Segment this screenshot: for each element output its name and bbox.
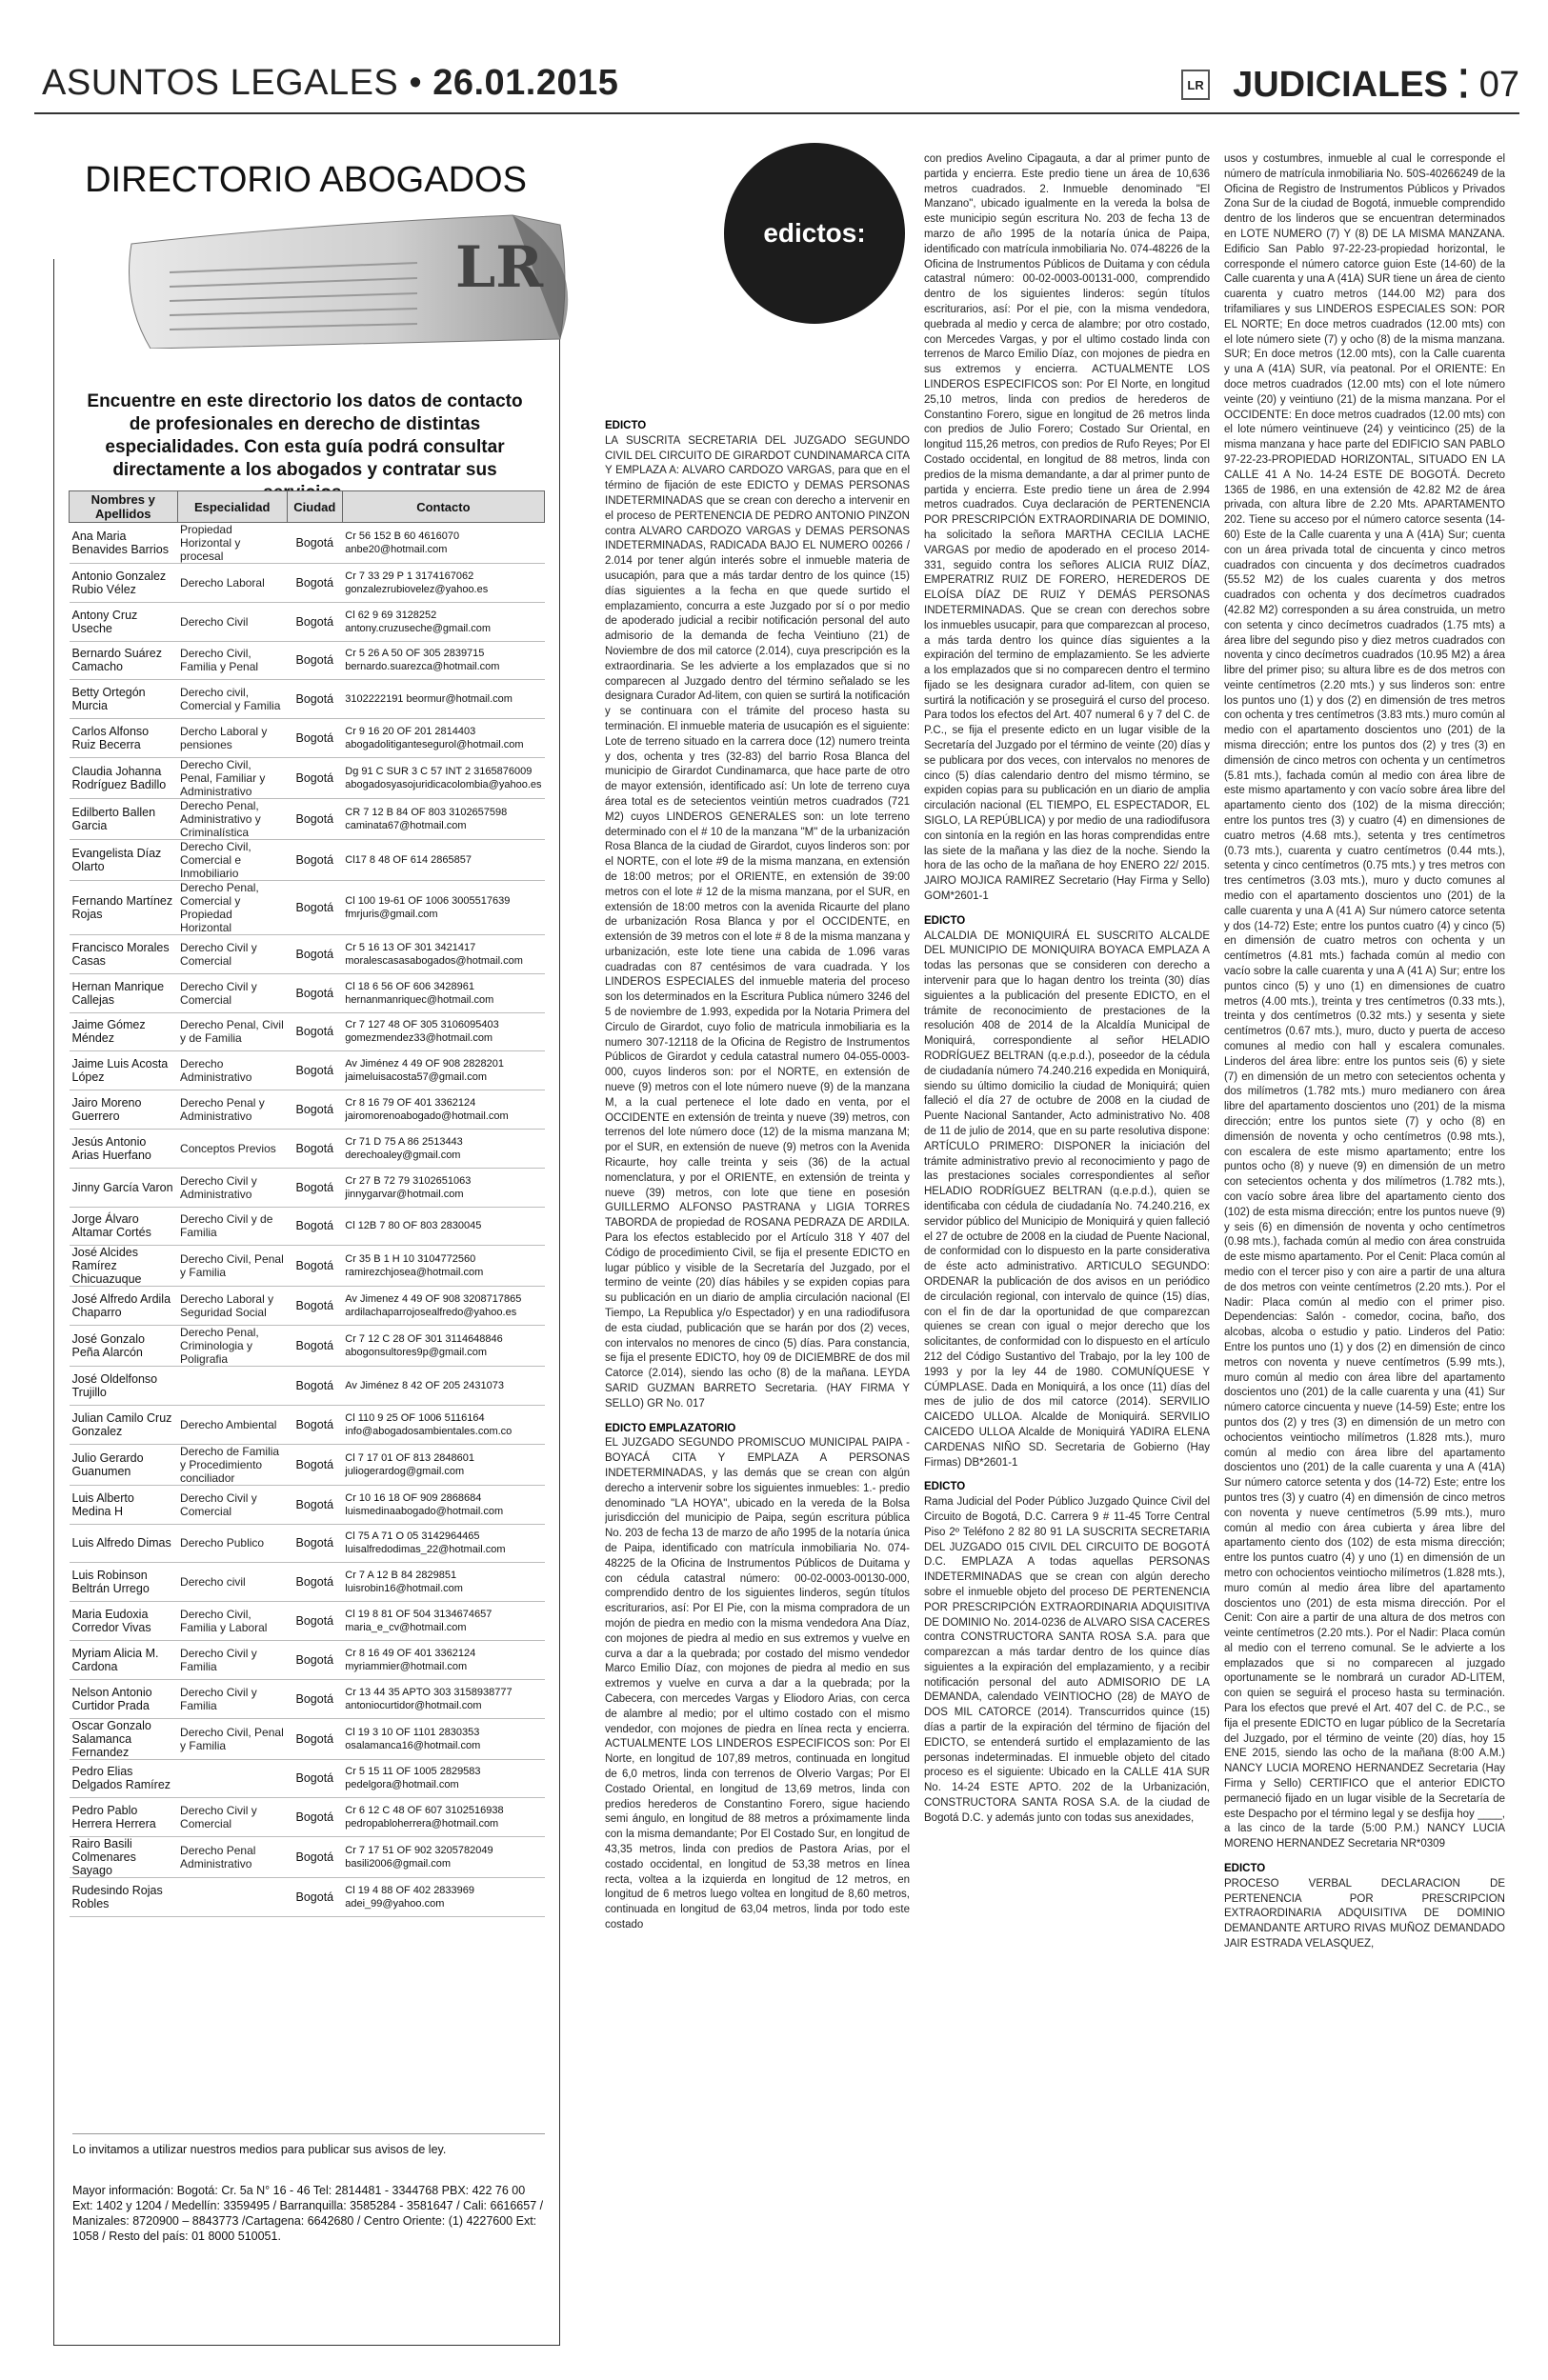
lawyer-specialty: Derecho Administrativo (177, 1051, 287, 1090)
lawyer-name: Evangelista Díaz Olarto (70, 839, 178, 880)
lawyer-name: Pedro Pablo Herrera Herrera (70, 1798, 178, 1837)
table-row (70, 1640, 545, 1679)
lawyer-city: Bogotá (287, 680, 342, 719)
lawyer-specialty: Derecho Civil, Comercial e Inmobiliario (177, 839, 287, 880)
table-row (70, 1326, 545, 1367)
lawyer-city: Bogotá (287, 1524, 342, 1563)
lawyer-city: Bogotá (287, 564, 342, 603)
lawyer-specialty: Derecho de Familia y Procedimiento conciliador (177, 1444, 287, 1485)
section-left-label: ASUNTOS LEGALES (42, 63, 399, 103)
table-row (70, 1012, 545, 1051)
lawyer-name: Jaime Luis Acosta López (70, 1051, 178, 1090)
table-row (70, 1287, 545, 1326)
directory-title: DIRECTORIO ABOGADOS (85, 160, 527, 200)
lawyer-name: Maria Eudoxia Corredor Vivas (70, 1602, 178, 1641)
lawyer-contact[interactable]: 3102222191 beormur@hotmail.com (342, 680, 544, 719)
directory-intro: Encuentre en este directorio los datos de contacto de profesionales en derecho de distintas especialidades. Con esta guía podrá consultar directamente a los abogados y contratar sus (87, 391, 523, 480)
lawyer-contact[interactable]: Cr 7 33 29 P 1 3174167062 gonzalezrubiovelez@yahoo.es (342, 564, 544, 603)
lawyer-name: Julian Camilo Cruz Gonzalez (70, 1405, 178, 1444)
lawyer-contact[interactable]: Av Jiménez 4 49 OF 908 2828201 jaimeluisacosta57@gmail.com (342, 1051, 544, 1090)
lawyer-city: Bogotá (287, 1012, 342, 1051)
lawyer-specialty: Derecho Publico (177, 1524, 287, 1563)
lawyer-name: Bernardo Suárez Camacho (70, 641, 178, 680)
lawyer-name: Julio Gerardo Guanumen (70, 1444, 178, 1485)
lawyer-city: Bogotá (287, 1640, 342, 1679)
lawyer-specialty: Derecho Civil, Penal y Familia (177, 1718, 287, 1759)
lawyer-specialty: Derecho Civil y Comercial (177, 1485, 287, 1524)
edicto-body: LA SUSCRITA SECRETARIA DEL JUZGADO SEGUNDO CIVIL DEL CIRCUITO DE GIRARDOT CUNDINAMARCA CITA Y EMPLAZA A: ALVARO CARDOZO VARGAS, para que en el término de fijación de este EDICTO y DEMAS PERSONAS INDETERMINADAS que se crean con derecho a intervenir en el proceso de PERTENENCIA DE PEDRO ANTONIO PINZON contra ALVARO CARDOZO VARGAS y DEMAS PERSONAS INDETERMINADAS, RADICADA BAJO EL NUMERO 00266 / 2.014 por tener algún interés sobre el inmueble materia de usucapión, para que a más tardar dentro de los quince (15) días siguientes a la fecha en que quede surtido el emplazamiento, concurra a este Juzgado por sí o por medio de apoderado judicial a recibir notificación personal del auto admisorio de la demanda de fecha Veintiuno (21) de Noviembre de dos mil catorce (2.014), cuya prescripción es la extraordinaria. Se les advierte a los emplazados que si no comparecen al Juzgado dentro del término señalado se les designara Curador Ad-litem, con quien se surtirá la notificación y se continuara con el trámite del proceso hasta su terminación. El inmueble materia de usucapión es el siguiente: Lote de terreno situado en la carrera doce (12) numero treinta y dos, ochenta y tres (32-83) del barrio Rosa Blanca del municipio de Girardot Cundinamarca, que hace parte de otro de mayor extensión, identificado así: Un lote de terreno cuya área total es de setecientos veintiún metros cuadrados (721 M2) cuyos LINDEROS GENERALES son: un lote terreno determinado con el # 10 de la manzana "M" de la urbanización Rosa Blanca de la ciudad de Girardot, cuyos linderos son: por el NORTE, con el lote #9 de la misma manzana, en extensión de 18:00 metros; por el ORIENTE, en extensión de 39:00 metros con el lote # 12 de la misma manzana, por el SUR, en extensión de 18:00 metros con la avenida Ricaurte del plano de urbanización Rosa Blanca y por el OCCIDENTE, en extensión de 39 metros con el lote # 8 de la misma manzana y urbanización, este lote tiene una cabida de 1.096 varas cuadradas con 87 centésimos de vara cuadrada. Y los LINDEROS ESPECIALES del inmueble materia del proceso son los determinados en la Escritura Publica número 3246 del 5 de noviembre de 1.993, expedida por la Notaria Primera del Circulo de Girardot, cuyo folio de matricula inmobiliaria es la numero 307-12118 de la Oficina de Registro de Instrumentos Públicos de Girardot y cedula catastral numero 04-055-0003-000, cuyos linderos son: por el NORTE, en extensión de nueve (9) metros con el lote número nueve (9) de la manzana M, a la cual pertenece el lote dado en venta, por el OCCIDENTE en extensión de treinta y nueve (39) metros, con terrenos del lote número doce (12) de la misma manzana M; por el SUR, en extensión de nueve (9) metros con la Avenida Ricaurte, hoy calle treinta y seis (36) de la actual nomenclatura, y por el ORIENTE, en extensión de treinta y nueve (39) metros, con lote que tiene en posesión GUILLERMO ALFONSO PASTRANA y LIGIA TORRES TABORDA de propiedad de ROSANA PEDRAZA DE ARDILA. Para los efectos establecido por el Artículo 318 Y 407 del Código de procedimiento Civil, se fija el presente EDICTO en lugar público y visible de la Secretaría del Juzgado, por el termino de veinte (20) días hábiles y se expiden copias para su publicación en un diario de amplia circulación nacional (El Tiempo, La Republica y/o Espectador) y en una radiodifusora de esta ciudad, publicación que se harán por dos (2) veces, con intervalos no menores de cinco (5) días. Para constancia, se fija el presente EDICTO, hoy 09 de DICIEMBRE de dos mil Catorce (2.014), siendo las ocho (8) de la mañana. LEYDA SARID GUZMAN BARRETO Secretaria. (HAY FIRMA Y SELLO) GR No. 017 (605, 434, 910, 1410)
lawyer-specialty: Derecho Civil y Administrativo (177, 1168, 287, 1207)
lawyer-name: Claudia Johanna Rodríguez Badillo (70, 757, 178, 798)
edicto-heading: EDICTO (924, 914, 966, 927)
lawyer-name: Hernan Manrique Callejas (70, 973, 178, 1012)
table-row (70, 798, 545, 839)
lawyer-contact[interactable]: Cl 62 9 69 3128252 antony.cruzuseche@gmail.com (342, 602, 544, 641)
lawyer-name: Jesús Antonio Arias Huerfano (70, 1129, 178, 1168)
table-header-row (70, 491, 545, 523)
lawyer-city: Bogotá (287, 1129, 342, 1168)
edictos-column-2 (924, 152, 1210, 2352)
lawyer-contact[interactable]: Cr 6 12 C 48 OF 607 3102516938 pedropabloherrera@hotmail.com (342, 1798, 544, 1837)
lawyer-city: Bogotá (287, 641, 342, 680)
edicto-heading: EDICTO (924, 1481, 966, 1493)
lawyer-specialty: Derecho Civil y Comercial (177, 1798, 287, 1837)
lawyer-specialty: Derecho Laboral y Seguridad Social (177, 1287, 287, 1326)
lawyer-city: Bogotá (287, 1878, 342, 1917)
table-row (70, 880, 545, 934)
lawyer-specialty: Derecho Civil y Familia (177, 1640, 287, 1679)
lawyer-name: Nelson Antonio Curtidor Prada (70, 1679, 178, 1718)
footer-note: Lo invitamos a utilizar nuestros medios para publicar sus avisos de ley. (72, 2143, 447, 2156)
lawyer-contact[interactable]: Cr 5 16 13 OF 301 3421417 moralescasasabogados@hotmail.com (342, 934, 544, 973)
lawyer-name: Luis Alfredo Dimas (70, 1524, 178, 1563)
edicto-body: EL JUZGADO SEGUNDO PROMISCUO MUNICIPAL PAIPA - BOYACÁ CITA Y EMPLAZA A PERSONAS INDETERMINADAS, y las demás que se crean con algún derecho a intervenir sobre los siguientes inmuebles: 1.- predio denominado "LA HOYA", ubicado en la vereda de la Bolsa jurisdicción del municipio de Paipa, según escritura pública No. 203 de fecha 13 de marzo de año 1995 de la notaría única de Paipa, identificado con matrícula inmobiliaria No. 074-48225 de la Oficina de Instrumentos Públicos de Duitama y con cédula catastral número: 00-02-0003-00130-000, comprendido dentro de los siguientes linderos, según títulos escriturarios, así: Por El Pie, con la misma compradora de un mojón de piedra en medio con la misma vendedora Ana Díaz, con mojones de piedra al medio en sus extremos y vuelve en curva a dar a la quebrada; por costado del mismo vendedor Marco Emilio Díaz, con mojones de piedra al medio en sus extremos y vuelve en curva a dar a la quebrada; por la Cabecera, con mercedes Vargas y Eliodoro Arias, con cerca de alambre al medio; por el ultimo costado con el mismo vendedor, con mojones de piedra en línea recta y encierra. ACTUALMENTE LOS LINDEROS ESPECIFICOS son: Por El Norte, en longitud de 107,89 metros, continuada en longitud de 6,0 metros, linda con terrenos de Olverio Vargas; Por El Costado Oriental, en longitud de 13,69 metros, linda con predios herederos de Constantino Forero, sigue haciendo semi ángulo, en longitud de 88 metros a próximamente linda con la misma demandante; Por El Costado Sur, en longitud de 43,35 metros, linda con predios de Pastora Arias, por el costado occidental, en longitud de 53,38 metros en línea recta, voltea a la izquierda en longitud de 12 metros, en longitud de 6 metros luego voltea en longitud de 8,60 metros, continuada en longitud de 63,04 metros, linda por todo este costado (605, 1437, 910, 1930)
lawyer-specialty: Derecho Laboral (177, 564, 287, 603)
edicto-body: ALCALDIA DE MONIQUIRÁ EL SUSCRITO ALCALDE DEL MUNICIPIO DE MONIQUIRA BOYACA EMPLAZA A todas las personas que se consideren con derecho a intervenir para que lo hagan dentro los treinta (30) días siguientes a la publicación del presente EDICTO, en el trámite de reconocimiento de prestaciones de la resolución 408 de 2014 de la Alcaldía Municipal de Moniquirá, correspondiente al señor HELADIO RODRÍGUEZ BELTRAN (q.e.p.d.), poseedor de la cédula de ciudadanía número 74.240.216 expedida en Moniquirá, siendo su último domicilio la ciudad de Moniquirá; quien falleció el día 27 de octubre de 2008 en la ciudad de Puente Nacional Santander, Acto administrativo No. 408 de 11 de julio de 2014, que en su parte resolutiva dispone: ARTÍCULO PRIMERO: DISPONER la iniciación del trámite administrativo previo al reconocimiento y pago de las prestaciones sociales correspondientes al señor HELADIO RODRÍGUEZ BELTRAN (q.e.p.d.), quien se identificaba con cédula de ciudadanía No. 74.240.216, ex servidor público del Municipio de Moniquirá y quien falleció el 27 de octubre de 2008 en la ciudad de Puente Nacional, de conformidad con lo dispuesto en la parte considerativa de éste acto administrativo. ARTICULO SEGUNDO: ORDENAR la publicación de dos avisos en un periódico de circulación regional, con intervalo de quince (15) días, con el fin de dar la oportunidad de que comparezcan quienes se crean con igual o mejor derecho que los solicitantes, de conformidad con lo dispuesto en el artículo 212 del Código Sustantivo del Trabajo, por la ley 100 de 1993 y por la ley 44 de 1980. COMUNÍQUESE Y CÚMPLASE. Dada en Moniquirá, a los once (11) días del mes de julio de dos mil catorce (2014). SERVILIO CAICEDO ULLOA. Alcalde de Moniquirá. SERVILIO CAICEDO ULLOA Alcalde de Moniquirá YADIRA ELENA CARDENAS NIÑO SD. Secretaria de Gobierno (Hay Firmas) DB*2601-1 (924, 930, 1210, 1469)
lawyer-specialty: Derecho Civil y de Familia (177, 1207, 287, 1246)
col-header-contact: Contacto (342, 491, 544, 523)
col-header-city: Ciudad (287, 491, 342, 523)
table-row (70, 602, 545, 641)
lawyer-specialty: Derecho Penal, Civil y de Familia (177, 1012, 287, 1051)
table-row (70, 1878, 545, 1917)
lawyer-city: Bogotá (287, 1759, 342, 1798)
lawyer-specialty: Derecho civil, Comercial y Familia (177, 680, 287, 719)
footer-divider (72, 2133, 545, 2134)
lawyer-name: José Alcides Ramírez Chicuazuque (70, 1246, 178, 1287)
lawyer-contact[interactable]: Cl 18 6 56 OF 606 3428961 hernanmanriquec@hotmail.com (342, 973, 544, 1012)
page-number: 07 (1478, 64, 1519, 105)
lawyer-specialty: Derecho Ambiental (177, 1405, 287, 1444)
footer-contact-info: Mayor información: Bogotá: Cr. 5a N° 16 - 46 Tel: 2814481 - 3344768 PBX: 422 76 00 Ext: 1402 y 1204 / Medellín: 3359495 / Barranquilla: 3585284 - 3581647 / Cali: 6616657 / Manizales: 8720900 – 8843773 /Cartagena: 6642680 / Centro Oriente: (1) 4227600 Ext: 1058 / Resto del país: 01 8000 510051. (72, 2184, 544, 2243)
lawyer-city: Bogotá (287, 1367, 342, 1406)
table-row (70, 1129, 545, 1168)
lawyer-name: Myriam Alicia M. Cardona (70, 1640, 178, 1679)
table-row (70, 839, 545, 880)
lawyer-contact[interactable]: Cr 8 16 49 OF 401 3362124 myriammier@hotmail.com (342, 1640, 544, 1679)
lawyer-specialty: Derecho civil (177, 1563, 287, 1602)
lawyer-name: José Oldelfonso Trujillo (70, 1367, 178, 1406)
lawyer-contact[interactable]: Cl 100 19-61 OF 1006 3005517639 fmrjuris@gmail.com (342, 880, 544, 934)
lawyer-specialty: Propiedad Horizontal y procesal (177, 523, 287, 564)
table-row (70, 1524, 545, 1563)
table-row (70, 1367, 545, 1406)
lawyer-city: Bogotá (287, 1602, 342, 1641)
lawyer-city: Bogotá (287, 1246, 342, 1287)
table-row (70, 973, 545, 1012)
edictos-column-1 (605, 410, 910, 2352)
lawyer-directory-table (69, 490, 545, 1917)
lawyer-name: Betty Ortegón Murcia (70, 680, 178, 719)
header-section-date: ASUNTOS LEGALES • 26.01.2015 (42, 63, 619, 103)
svg-text:LR: LR (455, 234, 544, 301)
lawyer-city: Bogotá (287, 602, 342, 641)
table-row (70, 1718, 545, 1759)
lawyer-specialty: Derecho Civil, Penal y Familia (177, 1246, 287, 1287)
table-body (70, 523, 545, 1917)
lawyer-specialty: Derecho Penal, Criminologia y Poligrafia (177, 1326, 287, 1367)
lawyer-specialty (177, 1759, 287, 1798)
table-row (70, 1837, 545, 1878)
lawyer-contact[interactable]: Dg 91 C SUR 3 C 57 INT 2 3165876009 abogadosyasojuridicacolombia@yahoo.es (342, 757, 544, 798)
lawyer-specialty (177, 1367, 287, 1406)
edicto-body: con predios Avelino Cipagauta, a dar al primer punto de partida y encierra. Este predio tiene un área de 10,636 metros cuadrados. 2. Inmueble denominado "El Manzano", ubicado igualmente en la vereda la bolsa de este municipio según escritura No. 203 de fecha 13 de marzo de año 1995 de la notaría única de Paipa, identificado con matrícula inmobiliaria No. 074-48226 de la Oficina de Instrumentos Públicos de Duitama y con cédula catastral número: 00-02-0003-00131-000, comprendido dentro de los siguientes linderos: según títulos escriturarios, así: Por el pie, con la misma vendedora, quebrada al medio y cerca de alambre; por otro costado, con Mercedes Vargas, y por el ultimo costado linda con terrenos de Marco Emilio Díaz, con mojones de piedra en sus extremos y encierra. ACTUALMENTE LOS LINDEROS ESPECIFICOS son: Por El Norte, en longitud 25,10 metros, linda con predios de herederos de Constantino Forero, sigue en longitud de 26 metros linda con predios de Julio Forero; Costado Sur Oriental, en longitud 115,26 metros, con predios de Rufo Reyes; Por El Costado occidental, en longitud de 88 metros, linda con predios de la misma demandante, a dar al primer punto de partida y encierra. Este predio tiene un área de 2.994 metros cuadrados. Cuya declaración de PERTENENCIA POR PRESCRIPCIÓN EXTRAORDINARIA DE DOMINIO, ha solicitado la señora MARTHA CECILIA LACHE VARGAS por medio de apoderado en el proceso 2014-331, seguido contra los señores ALICIA RUIZ DÍAZ, EMPERATRIZ RUIZ DE FORERO, HEREDEROS DE ELOÍSA DÍAZ DE RUIZ Y DEMÁS PERSONAS INDETERMINADAS. Que se crean con derechos sobre los inmuebles usucapir, para que comparezcan al proceso, a más tarda dentro los quince días siguientes a la expiración del termino de emplazamiento. Se les advierte a los emplazados que si no comparecen dentro el termino fijado se les designara curador ad-litem, con quien se surtirá la notificación y se proseguirá el curso del proceso. Para todos los efectos del Art. 407 numeral 6 y 7 del C. de P.C., se fija el presente edicto en un lugar visible de la Secretaría del Juzgado por el término de veinte (20) días y se publicara por dos veces, con intervalos no menores de cinco (5) días calendario dentro del mismo término, se expiden copias para su publicación en un diario de amplia circulación nacional (EL TIEMPO, EL ESPECTADOR, EL SIGLO, LA REPÚBLICA) y por medio de una radiodifusora con sintonía en la región en las horas comprendidas entre las siete de la mañana y las diez de la noche. Siendo la hora de las ocho de la mañana de hoy ENERO 22/ 2015. JAIRO MOJICA RAMIREZ Secretario (Hay Firma y Sello) GOM*2601-1 (924, 153, 1210, 903)
lawyer-city: Bogotá (287, 798, 342, 839)
table-row (70, 1051, 545, 1090)
lawyer-name: Jairo Moreno Guerrero (70, 1090, 178, 1130)
lawyer-contact[interactable]: Cl17 8 48 OF 614 2865857 (342, 839, 544, 880)
lawyer-name: Carlos Alfonso Ruiz Becerra (70, 719, 178, 758)
lawyer-city: Bogotá (287, 1207, 342, 1246)
lawyer-contact[interactable]: CR 7 12 B 84 OF 803 3102657598 caminata67@hotmail.com (342, 798, 544, 839)
lawyer-contact[interactable]: Cl 7 17 01 OF 813 2848601 juliogerardog@gmail.com (342, 1444, 544, 1485)
lawyer-contact[interactable]: Cl 19 4 88 OF 402 2833969 adei_99@yahoo.com (342, 1878, 544, 1917)
lawyer-specialty: Derecho Civil, Penal, Familiar y Administrativo (177, 757, 287, 798)
table-row (70, 1759, 545, 1798)
lawyer-name: Antony Cruz Useche (70, 602, 178, 641)
table-row (70, 1602, 545, 1641)
lawyer-city: Bogotá (287, 839, 342, 880)
lawyer-contact[interactable]: Av Jiménez 8 42 OF 205 2431073 (342, 1367, 544, 1406)
table-row (70, 523, 545, 564)
lawyer-name: Jaime Gómez Méndez (70, 1012, 178, 1051)
edictos-badge: edictos: (724, 143, 905, 324)
table-row (70, 719, 545, 758)
lawyer-specialty: Derecho Civil y Familia (177, 1679, 287, 1718)
lawyer-contact[interactable]: Cr 8 16 79 OF 401 3362124 jairomorenoabogado@hotmail.com (342, 1090, 544, 1130)
edictos-column-3 (1224, 152, 1505, 2352)
lawyer-city: Bogotá (287, 1051, 342, 1090)
lawyer-contact[interactable]: Cr 5 15 11 OF 1005 2829583 pedelgora@hotmail.com (342, 1759, 544, 1798)
table-row (70, 1563, 545, 1602)
lawyer-name: José Alfredo Ardila Chaparro (70, 1287, 178, 1326)
lawyer-city: Bogotá (287, 1326, 342, 1367)
lawyer-city: Bogotá (287, 1168, 342, 1207)
edicto-heading: EDICTO EMPLAZATORIO (605, 1422, 736, 1434)
lawyer-name: Rudesindo Rojas Robles (70, 1878, 178, 1917)
lawyer-specialty: Derecho Civil, Familia y Penal (177, 641, 287, 680)
lawyer-city: Bogotá (287, 1837, 342, 1878)
table-row (70, 1168, 545, 1207)
lawyer-specialty: Derecho Penal Administrativo (177, 1837, 287, 1878)
lawyer-city: Bogotá (287, 1287, 342, 1326)
lawyer-city: Bogotá (287, 973, 342, 1012)
lawyer-contact[interactable]: Cl 19 3 10 OF 1101 2830353 osalamanca16@hotmail.com (342, 1718, 544, 1759)
edicto-body: Rama Judicial del Poder Público Juzgado Quince Civil del Circuito de Bogotá, D.C. Carrera 9 # 11-45 Torre Central Piso 2º Teléfono 2 82 80 91 LA SUSCRITA SECRETARIA DEL JUZGADO 015 CIVIL DEL CIRCUITO DE BOGOTÁ D.C. EMPLAZA A todas aquellas PERSONAS INDETERMINADAS que se crean con algún derecho sobre el inmueble objeto del proceso DE PERTENENCIA POR PRESCRIPCIÓN EXTRAORDINARIA ADQUISITIVA DE DOMINIO No. 2014-0236 de ALVARO SISA CACERES contra CONSTRUCTORA SANTA ROSA S.A. para que comparezcan a más tardar dentro de los quince días siguientes a la expiración del emplazamiento, y a recibir notificación personal del auto ADMISORIO DE LA DEMANDA, calendado VEINTIOCHO (28) de MAYO de DOS MIL CATORCE (2014). Transcurridos quince (15) días a partir de la expiración del término de fijación del EDICTO, se entenderá surtido el emplazamiento de las personas indeterminadas. El inmueble objeto del citado proceso es el siguiente: Ubicado en la CALLE 41A SUR No. 14-24 ESTE APTO. 202 de la Urbanización, CONSTRUCTORA SANTA ROSA S.A. de la ciudad de Bogotá D.C. y además junto con todas sus anexidades, (924, 1496, 1210, 1824)
table-row (70, 1444, 545, 1485)
lawyer-city: Bogotá (287, 1679, 342, 1718)
lawyer-contact[interactable]: Cr 7 17 51 OF 902 3205782049 basili2006@gmail.com (342, 1837, 544, 1878)
lawyer-name: José Gonzalo Peña Alarcón (70, 1326, 178, 1367)
lawyer-name: Pedro Elias Delgados Ramírez (70, 1759, 178, 1798)
lawyer-specialty: Dercho Laboral y pensiones (177, 719, 287, 758)
lawyer-name: Antonio Gonzalez Rubio Vélez (70, 564, 178, 603)
table-row (70, 641, 545, 680)
lawyer-name: Jinny García Varon (70, 1168, 178, 1207)
lawyer-contact[interactable]: Cl 75 A 71 O 05 3142964465 luisalfredodimas_22@hotmail.com (342, 1524, 544, 1563)
lawyer-name: Ana Maria Benavides Barrios (70, 523, 178, 564)
lawyer-city: Bogotá (287, 719, 342, 758)
lawyer-city: Bogotá (287, 934, 342, 973)
lawyer-city: Bogotá (287, 757, 342, 798)
lawyer-contact[interactable]: Cr 7 12 C 28 OF 301 3114648846 abogonsultores9p@gmail.com (342, 1326, 544, 1367)
table-row (70, 680, 545, 719)
lawyer-name: Luis Robinson Beltrán Urrego (70, 1563, 178, 1602)
lawyer-city: Bogotá (287, 1444, 342, 1485)
edicto-heading: EDICTO (1224, 1863, 1266, 1875)
table-row (70, 1207, 545, 1246)
lawyer-specialty: Derecho Civil, Familia y Laboral (177, 1602, 287, 1641)
lawyer-contact[interactable]: Cl 12B 7 80 OF 803 2830045 (342, 1207, 544, 1246)
lawyer-contact[interactable]: Cr 71 D 75 A 86 2513443 derechoaley@gmail.com (342, 1129, 544, 1168)
lawyer-contact[interactable]: Cr 7 127 48 OF 305 3106095403 gomezmendez33@hotmail.com (342, 1012, 544, 1051)
lawyer-city: Bogotá (287, 880, 342, 934)
col-header-specialty: Especialidad (177, 491, 287, 523)
col-header-name: Nombres y Apellidos (70, 491, 178, 523)
separator-dots-icon: ⁚ (1458, 64, 1470, 106)
lawyer-contact[interactable]: Cr 27 B 72 79 3102651063 jinnygarvar@hotmail.com (342, 1168, 544, 1207)
issue-date: 26.01.2015 (432, 63, 619, 103)
lawyer-specialty: Conceptos Previos (177, 1129, 287, 1168)
table-row (70, 564, 545, 603)
lawyer-contact[interactable]: Cr 35 B 1 H 10 3104772560 ramirezchjosea@hotmail.com (342, 1246, 544, 1287)
lr-logo-icon: LR (1181, 70, 1210, 100)
lawyer-contact[interactable]: Cr 5 26 A 50 OF 305 2839715 bernardo.suarezca@hotmail.com (342, 641, 544, 680)
edicto-heading: EDICTO (605, 420, 647, 431)
edicto-body: PROCESO VERBAL DECLARACION DE PERTENENCIA POR PRESCRIPCION EXTRAORDINARIA ADQUISITIVA DE DOMINIO DEMANDANTE ARTURO RIVAS MUÑOZ DEMANDADO JAIR ESTRADA VELASQUEZ, (1224, 1877, 1505, 1950)
lawyer-city: Bogotá (287, 1563, 342, 1602)
lawyer-contact[interactable]: Cl 19 8 81 OF 504 3134674657 maria_e_cv@hotmail.com (342, 1602, 544, 1641)
lawyer-contact[interactable]: Av Jimenez 4 49 OF 908 3208717865 ardilachaparrojosealfredo@yahoo.es (342, 1287, 544, 1326)
lawyer-name: Rairo Basili Colmenares Sayago (70, 1837, 178, 1878)
lawyer-specialty: Derecho Penal, Comercial y Propiedad Horizontal (177, 880, 287, 934)
lawyer-name: Edilberto Ballen Garcia (70, 798, 178, 839)
lawyer-name: Oscar Gonzalo Salamanca Fernandez (70, 1718, 178, 1759)
table-row (70, 1090, 545, 1130)
table-row (70, 757, 545, 798)
lawyer-specialty: Derecho Civil (177, 602, 287, 641)
lawyer-specialty: Derecho Civil y Comercial (177, 973, 287, 1012)
lawyer-city: Bogotá (287, 1485, 342, 1524)
lawyer-contact[interactable]: Cr 7 A 12 B 84 2829851 luisrobin16@hotmail.com (342, 1563, 544, 1602)
table-row (70, 1246, 545, 1287)
lawyer-specialty: Derecho Civil y Comercial (177, 934, 287, 973)
lawyer-contact[interactable]: Cr 13 44 35 APTO 303 3158938777 antoniocurtidor@hotmail.com (342, 1679, 544, 1718)
lawyer-specialty (177, 1878, 287, 1917)
header-section-page (1181, 63, 1519, 107)
lawyer-name: Luis Alberto Medina H (70, 1485, 178, 1524)
lawyer-contact[interactable]: Cr 9 16 20 OF 201 2814403 abogadolitigantesegurol@hotmail.com (342, 719, 544, 758)
newspaper-illustration-icon (112, 206, 598, 349)
lawyer-name: Jorge Álvaro Altamar Cortés (70, 1207, 178, 1246)
header-rule (34, 112, 1519, 114)
lawyer-contact[interactable]: Cr 10 16 18 OF 909 2868684 luismedinaabogado@hotmail.com (342, 1485, 544, 1524)
lawyer-specialty: Derecho Penal, Administrativo y Criminalística (177, 798, 287, 839)
lawyer-name: Fernando Martínez Rojas (70, 880, 178, 934)
lawyer-specialty: Derecho Penal y Administrativo (177, 1090, 287, 1130)
lawyer-contact[interactable]: Cl 110 9 25 OF 1006 5116164 info@abogadosambientales.com.co (342, 1405, 544, 1444)
section-right-label: JUDICIALES (1233, 64, 1448, 105)
lawyer-contact[interactable]: Cr 56 152 B 60 4616070 anbe20@hotmail.com (342, 523, 544, 564)
table-row (70, 1485, 545, 1524)
lawyer-city: Bogotá (287, 1718, 342, 1759)
table-row (70, 1405, 545, 1444)
table-row (70, 1798, 545, 1837)
lawyer-city: Bogotá (287, 523, 342, 564)
lawyer-city: Bogotá (287, 1798, 342, 1837)
lawyer-city: Bogotá (287, 1405, 342, 1444)
lawyer-name: Francisco Morales Casas (70, 934, 178, 973)
table-row (70, 1679, 545, 1718)
lawyer-city: Bogotá (287, 1090, 342, 1130)
edicto-body: usos y costumbres, inmueble al cual le corresponde el número de matrícula inmobiliaria No. 50S-40266249 de la Oficina de Registro de Instrumentos Públicos y Privados Zona Sur de la ciudad de Bogotá, inmueble comprendido dentro de los linderos que se encuentran determinados en LOTE NUMERO (7) Y (8) DE LA MISMA MANZANA. Edificio San Pablo 97-22-23-propiedad horizontal, le corresponde el número catorce guion Este (14-60) de la Calle cuarenta y una A (41A) SUR tiene un área de ciento cuarenta y cuatro metros (144.00 M2) para dos trifamiliares y sus LINDEROS ESPECIALES SON: POR EL NORTE; En doce metros cuadrados (12.00 mts) con el lote número siete (7) y ocho (8) de la misma manzana. SUR; En doce metros (12.00 mts), con la Calle cuarenta y una A (41A) SUR, vía peatonal. Por el ORIENTE: En doce metros cuadrados (12.00 mts) con el lote número veinte (20) y veintiuno (21) de la misma manzana. Por el OCCIDENTE: En doce metros cuadrados (12.00 mts) con el lote número veintinueve (24) y veinticinco (25) de la misma manzana y hace parte del EDIFICIO SAN PABLO 97-22-23-PROPIEDAD HORIZONTAL, SITUADO EN LA CALLE 41 A No. 14-24 ESTE DE BOGOTÁ. Decreto 1365 de 1986, en una extensión de 42.82 M2 de área privada, con altura libre de 2.20 Mts. APARTAMENTO 202. Tiene su acceso por el número catorce sesenta (14-60) Este de la Calle cuarenta y una A (41A) Sur; cuenta con un área privada total de cincuenta y cinco metros cuadrados con cincuenta y dos decímetros cuadrados (55.52 M2) de los cuales cuarenta y dos metros cuadrados con ochenta y dos decímetros cuadrados (42.82 M2) corresponden a su área construida, un metro con setenta y cinco decímetros cuadrados (1.75 mts) a área libre del segundo piso y diez metros cuadrados con noventa y cinco decímetros cuadrados (10.95 M2) a área libre del primer piso; su altura libre es de dos metros con veinte centímetros (2.20 mts.) y sus linderos son: entre los puntos uno (1) y dos (2) en dimensión de tres metros con ochenta y tres centímetros (3.83 mts.) muro común al medio con el apartamento doscientos uno (201) de la misma dirección; entre los puntos dos (2) y tres (3) en dimensión de cinco metros con ochenta y un centímetros (5.81 mts.), fachada común al medio con área libre de este mismo apartamento y con vacío sobre área libre del apartamento ciento dos (102) de la misma dirección; entre los puntos tres (3) y cuatro (4) en dimensiones de cuatro metros (4.68 mts.), setenta y tres centímetros (0.73 mts.), cuarenta y cuatro centímetros (0.44 mts.), setenta y cinco centímetros (0.75 mts.) y tres metros con tres centímetros (3.03 mts.), muro y ducto comunes al medio con el apartamento doscientos uno (201) de la calle cuarenta y una A (41 A) Sur número catorce setenta y dos (14-72) Este; entre los puntos cuatro (4) y cinco (5) en dimensión de cuatro metros con ochenta y un centímetros (4.81 mts.) fachada común al medio con vacío sobre la calle cuarenta y una A (41 A) Sur; entre los puntos cinco (5) y uno (1) en dimensiones de cuatro metros (4.00 mts.), treinta y tres centímetros (0.33 mts.), treinta y dos centímetros (0.32 mts.) y sesenta y siete centímetros (0.67 mts.), muro, ducto y puerta de acceso comunes al medio con hall y escalera comunales. Linderos del área libre: entre los puntos seis (6) y siete (7) en dimensión de un metro con setecientos ochenta y dos milímetros (1.782 mts.) muro medianero con área libre del apartamento doscientos uno (201) de la misma dirección; entre los puntos siete (7) y ocho (8) en dimensión de noventa y ocho centímetros (0.98 mts.), con escalera de este mismo apartamento; entre los puntos ocho (8) y nueve (9) en dimensión de un metro con setecientos ochenta y dos milímetros (1.782 mts.), con vacío sobre área libre del apartamento ciento dos (102) de esta misma dirección; entre los puntos nueve (9) y seis (6) en dimensión de noventa y ocho centímetros (0.98 mts.), fachada común al medio con área construida de este mismo apartamento. Por el Cenit: Placa común al medio con el tercer piso y con aire a partir de una altura de dos metros con veinte centímetros (2.20 mts.). Por el Nadir: Placa común al medio con el primer piso. Dependencias: Salón - comedor, cocina, baño, dos alcobas, alcoba o estudio y patio. Linderos del Patio: Entre los puntos uno (1) y dos (2) en dimensión de cinco metros con noventa y nueve centímetros (5.99 mts.), muro común al medio con área libre del apartamento doscientos uno (201) de la calle cuarenta y una (41) Sur número catorce cincuenta y nueve (14-59) Este; entre los puntos dos (2) y tres (3) en dimensión de un metro con ochocientos veintiocho milímetros (1.828 mts.), muro común al medio con área libre del apartamento doscientos uno (201) de la calle cuarenta y una A (41A) Sur número catorce setenta y dos (14-72) Este; entre los puntos tres (3) y cuatro (4) en dimensión de cinco metros con noventa y nueve centímetros (5.99 mts.), muro común al medio con área cubierta y área libre del apartamento ciento dos (102) de esta misma dirección; entre los puntos cuatro (4) y uno (1) en dimensión de un metro con ochocientos veintiocho milímetros (1.828 mts.), muro común al medio área libre del apartamento doscientos uno (201) de esta misma dirección. Por el Cenit: Con aire a partir de una altura de dos metros con veinte centímetros (2.20 mts.). Por el Nadir: Placa común al medio con el terreno comunal. Se le advierte a los emplazados que si no comparecen al juzgado oportunamente se le nombrará un curador AD-LITEM, con quien se seguirá el proceso hasta su terminación. Para los efectos que prevé el Art. 407 del C. de P.C., se fija el presente EDICTO en lugar público de la Secretaría del Juzgado, por el término de veinte (20) días, hoy 15 ENE 2015, siendo las ocho de la mañana (8:00 A.M.) NANCY LUCIA MORENO HERNANDEZ Secretaria (Hay Firma y Sello) CERTIFICO que el anterior EDICTO permaneció fijado en un lugar visible de la Secretaría de este Despacho por el término legal y se desfija hoy ____, a las cinco de la tarde (5:00 P.M.) NANCY LUCIA MORENO HERNANDEZ Secretaria NR*0309 (1224, 153, 1505, 1850)
table-row (70, 934, 545, 973)
